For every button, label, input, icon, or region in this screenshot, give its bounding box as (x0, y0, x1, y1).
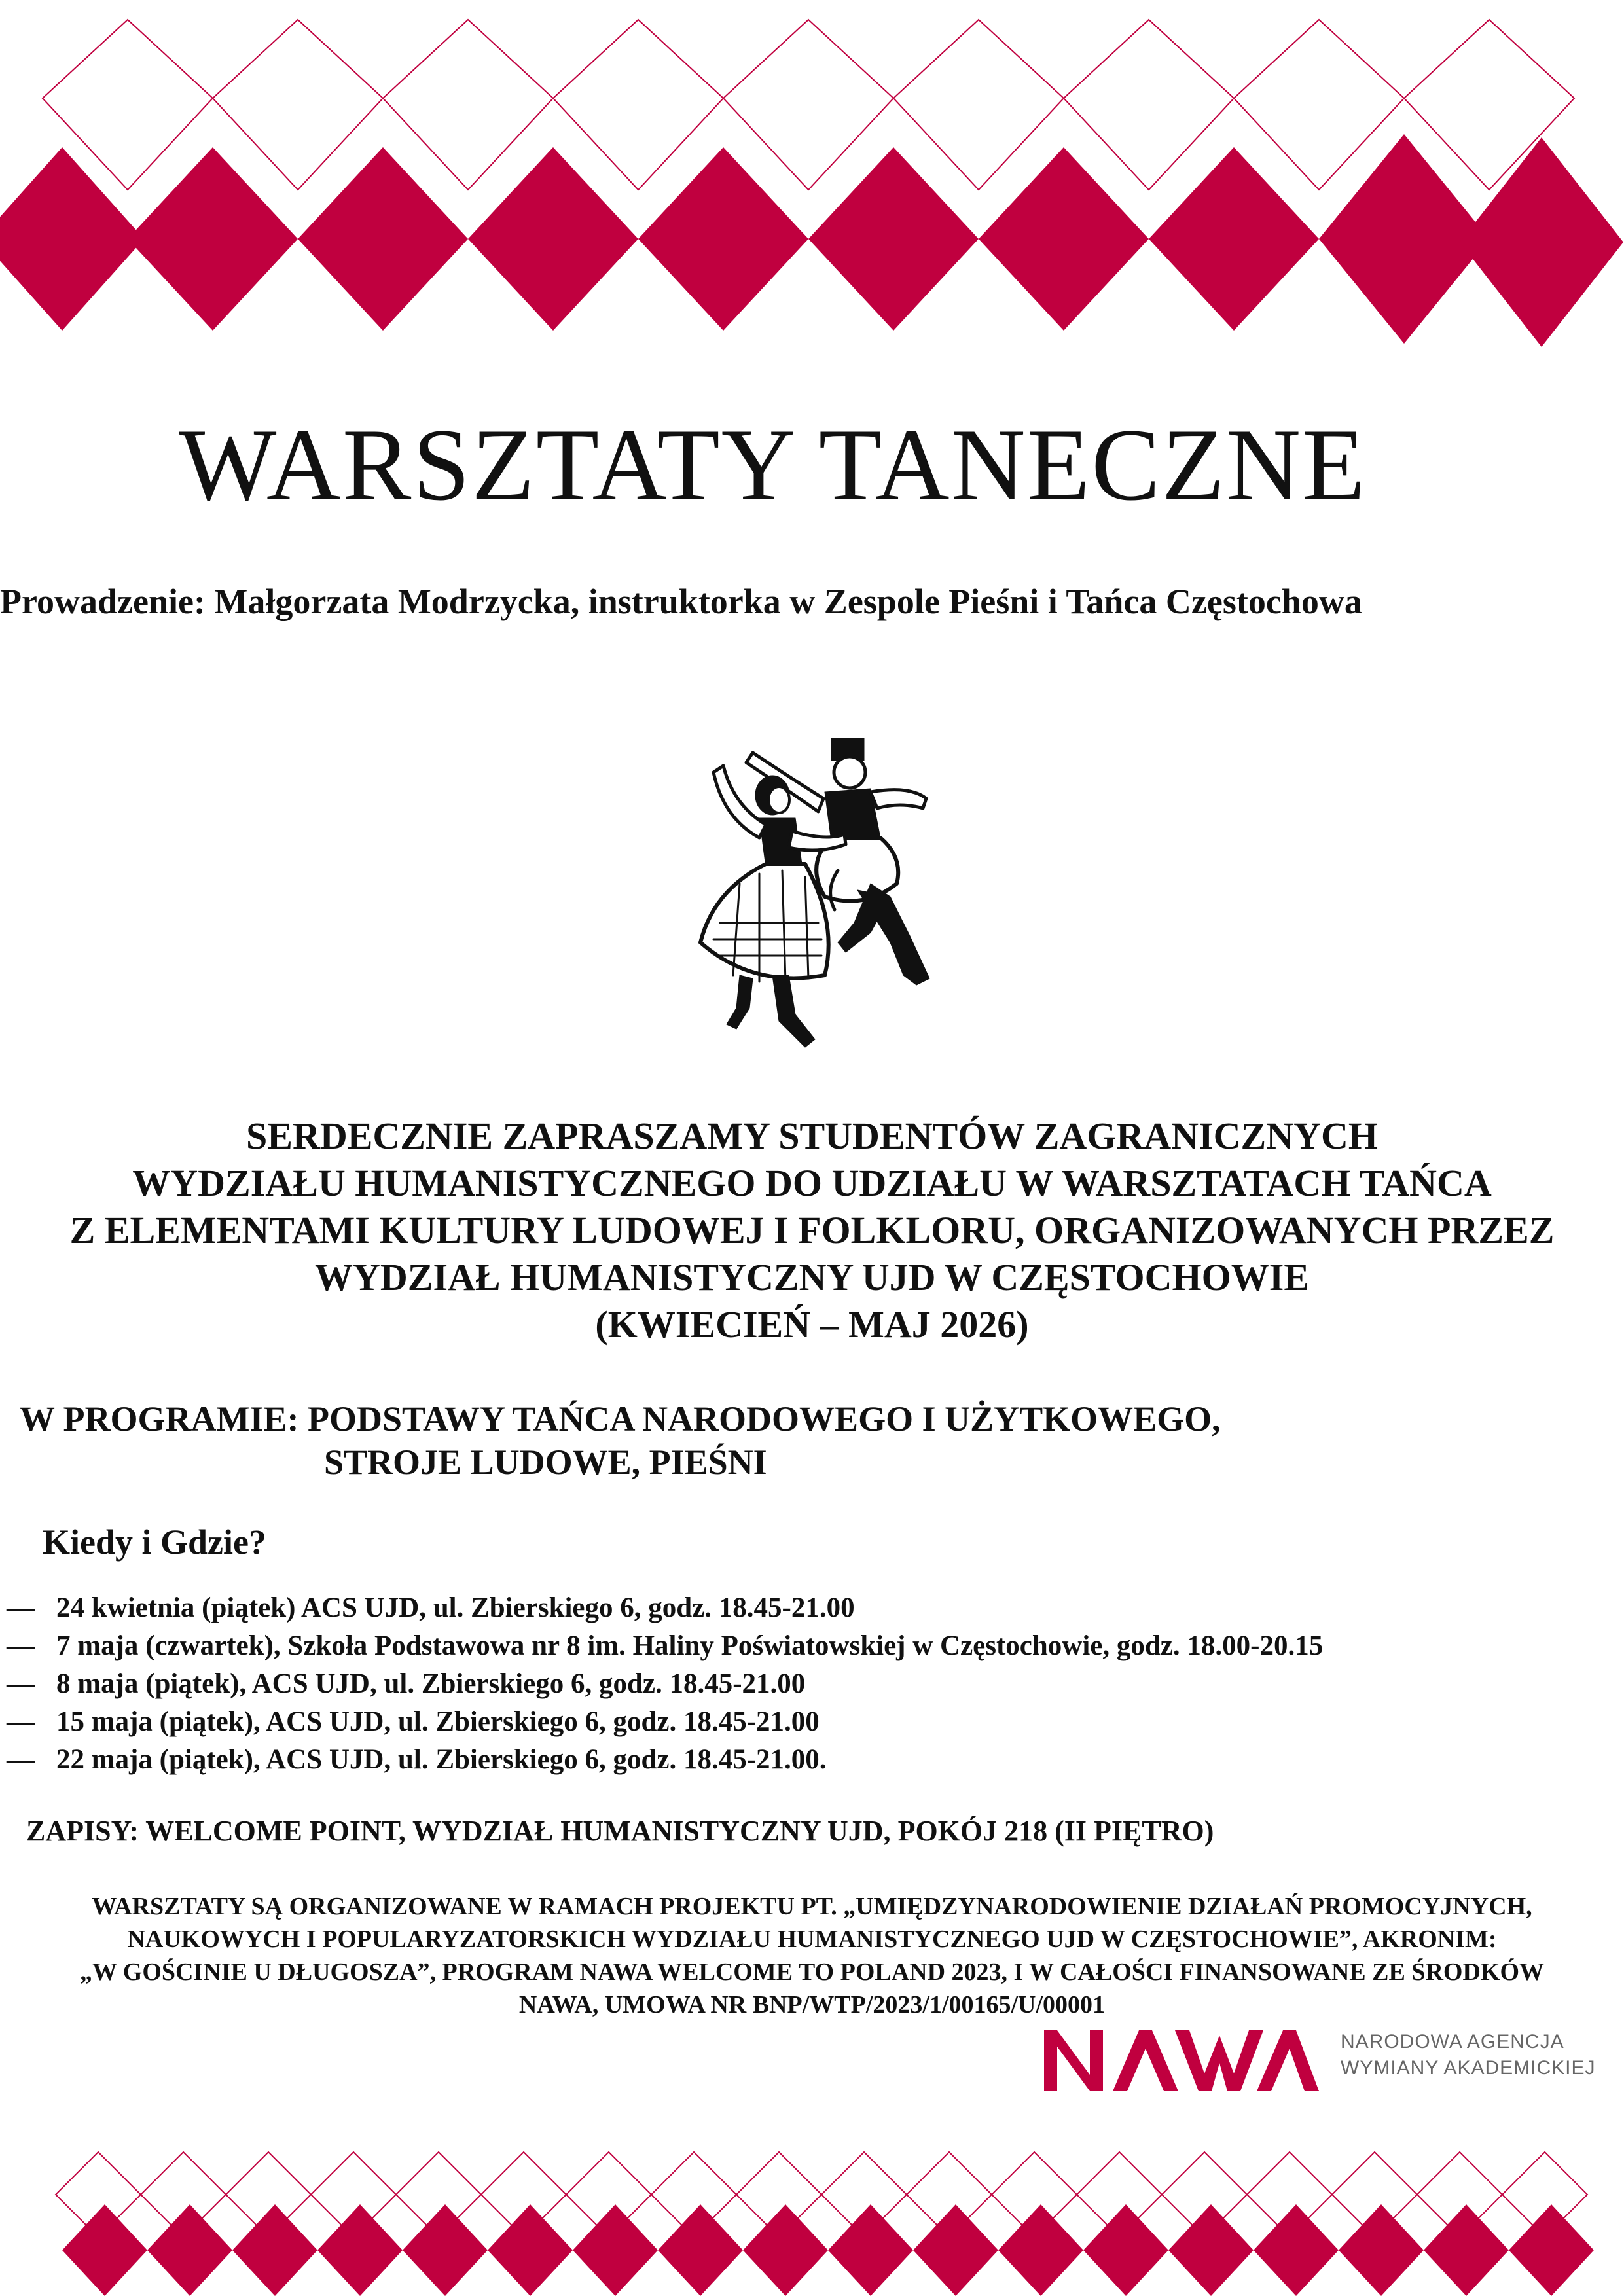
nawa-line-1: NARODOWA AGENCJA (1341, 2031, 1564, 2053)
project-line: NAWA, UMOWA NR BNP/WTP/2023/1/00165/U/00001 (518, 1991, 1106, 2018)
schedule-item (7, 1703, 1323, 1741)
workshop-leader: Prowadzenie: Małgorzata Modrzycka, instruktorka w Zespole Pieśni i Tańca Częstochowa (0, 582, 1362, 621)
schedule-item (7, 1741, 1323, 1779)
schedule-list (7, 1589, 1323, 1779)
invitation-text (0, 1113, 1624, 1348)
dash-bullet: — (7, 1668, 35, 1699)
schedule-item-text: 8 maja (piątek), ACS UJD, ul. Zbierskiego 6, godz. 18.45-21.00 (56, 1668, 806, 1699)
schedule-item-text: 7 maja (czwartek), Szkoła Podstawowa nr 8 im. Haliny Poświatowskiej w Częstochowie, godz. 18.00-20.15 (56, 1630, 1324, 1661)
schedule-item-text: 22 maja (piątek), ACS UJD, ul. Zbierskiego 6, godz. 18.45-21.00. (56, 1744, 827, 1775)
program-line-2: STROJE LUDOWE, PIEŚNI (324, 1443, 767, 1482)
schedule-item-text: 15 maja (piątek), ACS UJD, ul. Zbierskiego 6, godz. 18.45-21.00 (56, 1706, 820, 1737)
top-diamond-border (0, 0, 1624, 367)
invitation-line: SERDECZNIE ZAPRASZAMY STUDENTÓW ZAGRANICZNYCH (246, 1115, 1378, 1157)
nawa-logo (1044, 2022, 1319, 2094)
project-line: WARSZTATY SĄ ORGANIZOWANE W RAMACH PROJEKTU PT. „UMIĘDZYNARODOWIENIE DZIAŁAŃ PROMOCYJNYCH, (92, 1893, 1532, 1920)
invitation-dates: (KWIECIEŃ – MAJ 2026) (595, 1303, 1029, 1346)
dash-bullet: — (7, 1744, 35, 1775)
invitation-line: WYDZIAŁU HUMANISTYCZNEGO DO UDZIAŁU W WARSZTATACH TAŃCA (132, 1162, 1492, 1204)
schedule-item (7, 1665, 1323, 1703)
dash-bullet: — (7, 1592, 35, 1623)
page-title: WARSZTATY TANECZNE (179, 408, 1367, 522)
signup-info: ZAPISY: WELCOME POINT, WYDZIAŁ HUMANISTYCZNY UJD, POKÓJ 218 (II PIĘTRO) (26, 1815, 1214, 1847)
program-section (20, 1397, 1221, 1484)
schedule-item (7, 1589, 1323, 1627)
folk-dancers-icon (674, 726, 962, 1080)
project-line: „W GOŚCINIE U DŁUGOSZA”, PROGRAM NAWA WELCOME TO POLAND 2023, I W CAŁOŚCI FINANSOWANE ZE ŚRODKÓW (79, 1958, 1545, 1986)
program-line-1: W PROGRAMIE: PODSTAWY TAŃCA NARODOWEGO I UŻYTKOWEGO, (20, 1399, 1221, 1439)
invitation-line: WYDZIAŁ HUMANISTYCZNY UJD W CZĘSTOCHOWIE (314, 1256, 1310, 1299)
schedule-item (7, 1627, 1323, 1665)
invitation-line: Z ELEMENTAMI KULTURY LUDOWEJ I FOLKLORU, ORGANIZOWANYCH PRZEZ (69, 1209, 1555, 1251)
when-where-heading: Kiedy i Gdzie? (43, 1522, 266, 1562)
bottom-diamond-border (0, 2145, 1624, 2296)
schedule-item-text: 24 kwietnia (piątek) ACS UJD, ul. Zbierskiego 6, godz. 18.45-21.00 (56, 1592, 855, 1623)
project-funding-note (0, 1890, 1624, 2021)
nawa-agency-name (1341, 2029, 1596, 2081)
nawa-line-2: WYMIANY AKADEMICKIEJ (1341, 2057, 1596, 2079)
dash-bullet: — (7, 1630, 35, 1661)
dash-bullet: — (7, 1706, 35, 1737)
project-line: NAUKOWYCH I POPULARYZATORSKICH WYDZIAŁU HUMANISTYCZNEGO UJD W CZĘSTOCHOWIE”, AKRONIM: (127, 1926, 1497, 1953)
